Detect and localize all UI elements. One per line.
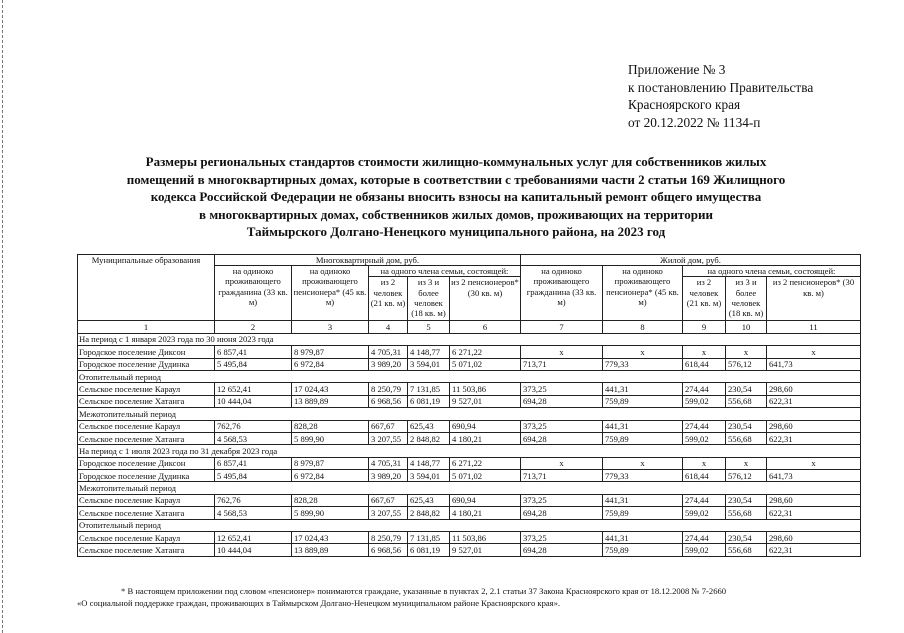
single-citizen-header: на одиноко проживающего гражданина (33 кв. м) (521, 266, 603, 321)
value-cell: 298,60 (767, 494, 861, 506)
table-row (78, 383, 861, 395)
value-cell: 5 899,90 (292, 507, 369, 519)
title-line: помещений в многоквартирных домах, которые в соответствии с требованиями части 2 статьи 169 Жилищного (126, 171, 786, 187)
value-cell: 762,76 (215, 420, 292, 432)
value-cell: x (521, 457, 603, 469)
value-cell: 298,60 (767, 532, 861, 544)
value-cell: 9 527,01 (450, 544, 521, 556)
value-cell: 4 568,53 (215, 507, 292, 519)
period-label: Отопительный период (78, 519, 861, 531)
value-cell: 373,25 (521, 494, 603, 506)
value-cell: 6 972,84 (292, 470, 369, 482)
appendix-resolution: к постановлению Правительства (628, 79, 814, 95)
value-cell: 828,28 (292, 420, 369, 432)
period-label: На период с 1 января 2023 года по 30 июня 2023 года (78, 333, 861, 345)
value-cell: 622,31 (767, 395, 861, 407)
value-cell: 6 271,22 (450, 457, 521, 469)
column-number: 2 (215, 321, 292, 333)
value-cell: 762,76 (215, 494, 292, 506)
municipality-header: Муниципальные образования (78, 255, 215, 321)
value-cell: x (726, 346, 767, 358)
value-cell: 7 131,85 (408, 383, 450, 395)
value-cell: 5 495,84 (215, 358, 292, 370)
value-cell: 6 081,19 (408, 544, 450, 556)
value-cell: 576,12 (726, 470, 767, 482)
value-cell: 690,94 (450, 420, 521, 432)
standards-table (77, 254, 861, 557)
value-cell: 230,54 (726, 532, 767, 544)
value-cell: 4 568,53 (215, 432, 292, 444)
column-number: 7 (521, 321, 603, 333)
footnote (77, 585, 860, 609)
column-number: 3 (292, 321, 369, 333)
value-cell: 599,02 (683, 432, 726, 444)
value-cell: x (603, 457, 683, 469)
value-cell: 690,94 (450, 494, 521, 506)
value-cell: 667,67 (369, 420, 408, 432)
value-cell: x (521, 346, 603, 358)
value-cell: 274,44 (683, 494, 726, 506)
value-cell: 274,44 (683, 383, 726, 395)
value-cell: 4 705,31 (369, 346, 408, 358)
table-row (78, 470, 861, 482)
table-row (78, 532, 861, 544)
municipality-name: Городское поселение Диксон (78, 457, 215, 469)
municipality-name: Городское поселение Дудинка (78, 470, 215, 482)
value-cell: 759,89 (603, 395, 683, 407)
two-pensioners-header: из 2 пенсионеров* (30 кв. м) (450, 277, 521, 321)
value-cell: 556,68 (726, 395, 767, 407)
table-row (78, 544, 861, 556)
value-cell: 713,71 (521, 358, 603, 370)
value-cell: 694,28 (521, 507, 603, 519)
column-number: 1 (78, 321, 215, 333)
column-number: 5 (408, 321, 450, 333)
value-cell: 441,31 (603, 494, 683, 506)
value-cell: 694,28 (521, 395, 603, 407)
municipality-name: Сельское поселение Караул (78, 494, 215, 506)
value-cell: 13 889,89 (292, 395, 369, 407)
page-fold-line (2, 0, 3, 633)
value-cell: 3 207,55 (369, 432, 408, 444)
value-cell: 759,89 (603, 432, 683, 444)
appendix-date: от 20.12.2022 № 1134-п (628, 114, 761, 130)
value-cell: 230,54 (726, 494, 767, 506)
value-cell: 625,43 (408, 494, 450, 506)
two-pensioners-header: из 2 пенсионеров* (30 кв. м) (767, 277, 861, 321)
value-cell: x (603, 346, 683, 358)
value-cell: 694,28 (521, 544, 603, 556)
value-cell: x (683, 346, 726, 358)
value-cell: 3 207,55 (369, 507, 408, 519)
value-cell: 556,68 (726, 432, 767, 444)
municipality-name: Сельское поселение Хатанга (78, 544, 215, 556)
value-cell: 622,31 (767, 544, 861, 556)
municipality-name: Сельское поселение Караул (78, 532, 215, 544)
value-cell: 17 024,43 (292, 383, 369, 395)
period-row (78, 519, 861, 531)
value-cell: 759,89 (603, 507, 683, 519)
value-cell: 298,60 (767, 420, 861, 432)
value-cell: 17 024,43 (292, 532, 369, 544)
value-cell: 3 989,20 (369, 358, 408, 370)
value-cell: 625,43 (408, 420, 450, 432)
column-number: 11 (767, 321, 861, 333)
value-cell: 11 503,86 (450, 383, 521, 395)
value-cell: 599,02 (683, 544, 726, 556)
period-row (78, 333, 861, 345)
value-cell: 622,31 (767, 432, 861, 444)
value-cell: 4 148,77 (408, 346, 450, 358)
value-cell: 779,33 (603, 470, 683, 482)
value-cell: 6 857,41 (215, 346, 292, 358)
period-label: Межотопительный период (78, 408, 861, 420)
header-row (78, 255, 861, 266)
value-cell: 6 968,56 (369, 544, 408, 556)
table-row (78, 457, 861, 469)
value-cell: 373,25 (521, 420, 603, 432)
period-label: На период с 1 июля 2023 года по 31 декабря 2023 года (78, 445, 861, 457)
value-cell: 373,25 (521, 532, 603, 544)
value-cell: 3 594,01 (408, 470, 450, 482)
table-row (78, 494, 861, 506)
value-cell: 441,31 (603, 420, 683, 432)
value-cell: 576,12 (726, 358, 767, 370)
value-cell: x (767, 346, 861, 358)
municipality-name: Сельское поселение Хатанга (78, 507, 215, 519)
column-number: 9 (683, 321, 726, 333)
value-cell: 713,71 (521, 470, 603, 482)
value-cell: 4 180,21 (450, 507, 521, 519)
value-cell: 6 857,41 (215, 457, 292, 469)
value-cell: 298,60 (767, 383, 861, 395)
value-cell: x (767, 457, 861, 469)
value-cell: 622,31 (767, 507, 861, 519)
appendix-region: Красноярского края (628, 97, 741, 112)
value-cell: 13 889,89 (292, 544, 369, 556)
table-row (78, 395, 861, 407)
table-row (78, 432, 861, 444)
period-row (78, 408, 861, 420)
value-cell: 12 652,41 (215, 383, 292, 395)
column-number: 6 (450, 321, 521, 333)
value-cell: 556,68 (726, 507, 767, 519)
title-line: кодекса Российской Федерации не обязаны вносить взносы на капитальный ремонт общего имущества (150, 189, 762, 204)
value-cell: 2 848,82 (408, 432, 450, 444)
value-cell: 6 968,56 (369, 395, 408, 407)
value-cell: x (683, 457, 726, 469)
value-cell: 2 848,82 (408, 507, 450, 519)
value-cell: 441,31 (603, 532, 683, 544)
period-label: Отопительный период (78, 370, 861, 382)
value-cell: 599,02 (683, 507, 726, 519)
column-number: 10 (726, 321, 767, 333)
value-cell: 618,44 (683, 470, 726, 482)
appendix-number: Приложение № 3 (628, 62, 726, 77)
table-row (78, 420, 861, 432)
value-cell: 8 979,87 (292, 346, 369, 358)
municipality-name: Сельское поселение Хатанга (78, 432, 215, 444)
municipality-name: Городское поселение Дудинка (78, 358, 215, 370)
value-cell: 5 071,02 (450, 470, 521, 482)
column-number: 8 (603, 321, 683, 333)
value-cell: 8 250,79 (369, 532, 408, 544)
value-cell: 441,31 (603, 383, 683, 395)
value-cell: 5 899,90 (292, 432, 369, 444)
period-label: Межотопительный период (78, 482, 861, 494)
period-row (78, 445, 861, 457)
value-cell: 8 979,87 (292, 457, 369, 469)
value-cell: 6 972,84 (292, 358, 369, 370)
value-cell: 230,54 (726, 420, 767, 432)
table-row (78, 507, 861, 519)
footnote-line: * В настоящем приложении под словом «пенсионер» понимаются граждане, указанные в пунктах 2, 2.1 статьи 37 Закона Красноярского края от 18.12.2008 № 7-2660 (121, 586, 727, 596)
value-cell: 4 180,21 (450, 432, 521, 444)
value-cell: 667,67 (369, 494, 408, 506)
value-cell: 274,44 (683, 532, 726, 544)
value-cell: 3 594,01 (408, 358, 450, 370)
value-cell: 10 444,04 (215, 544, 292, 556)
value-cell: 4 148,77 (408, 457, 450, 469)
value-cell: 4 705,31 (369, 457, 408, 469)
value-cell: 11 503,86 (450, 532, 521, 544)
value-cell: 6 081,19 (408, 395, 450, 407)
title-line: Размеры региональных стандартов стоимости жилищно-коммунальных услуг для собственников жилых (145, 154, 767, 169)
title-line: Таймырского Долгано-Ненецкого муниципального района, на 2023 год (246, 224, 666, 239)
column-number-row (78, 321, 861, 333)
column-number: 4 (369, 321, 408, 333)
value-cell: 373,25 (521, 383, 603, 395)
document-title (60, 153, 852, 241)
period-row (78, 370, 861, 382)
value-cell: 599,02 (683, 395, 726, 407)
value-cell: 641,73 (767, 358, 861, 370)
municipality-name: Сельское поселение Караул (78, 420, 215, 432)
family-member-header: на одного члена семьи, состоящей: (369, 266, 521, 277)
two-people-header: из 2 человек (21 кв. м) (369, 277, 408, 321)
value-cell: 556,68 (726, 544, 767, 556)
house-header: Жилой дом, руб. (521, 255, 861, 266)
value-cell: 274,44 (683, 420, 726, 432)
value-cell: 9 527,01 (450, 395, 521, 407)
table-row (78, 358, 861, 370)
three-plus-header: из 3 и более человек (18 кв. м) (726, 277, 767, 321)
title-line: в многоквартирных домах, собственников жилых домов, проживающих на территории (199, 206, 713, 222)
value-cell: 5 495,84 (215, 470, 292, 482)
value-cell: x (726, 457, 767, 469)
single-citizen-header: на одиноко проживающего гражданина (33 кв. м) (215, 266, 292, 321)
value-cell: 618,44 (683, 358, 726, 370)
family-member-header: на одного члена семьи, состоящей: (683, 266, 861, 277)
table-row (78, 346, 861, 358)
municipality-name: Сельское поселение Караул (78, 383, 215, 395)
municipality-name: Сельское поселение Хатанга (78, 395, 215, 407)
single-pensioner-header: на одиноко проживающего пенсионера* (45 кв. м) (292, 266, 369, 321)
single-pensioner-header: на одиноко проживающего пенсионера* (45 кв. м) (603, 266, 683, 321)
value-cell: 8 250,79 (369, 383, 408, 395)
value-cell: 10 444,04 (215, 395, 292, 407)
value-cell: 5 071,02 (450, 358, 521, 370)
period-row (78, 482, 861, 494)
value-cell: 641,73 (767, 470, 861, 482)
three-plus-header: из 3 и более человек (18 кв. м) (408, 277, 450, 321)
value-cell: 694,28 (521, 432, 603, 444)
value-cell: 759,89 (603, 544, 683, 556)
value-cell: 7 131,85 (408, 532, 450, 544)
appendix-heading (628, 61, 813, 131)
apartment-header: Многоквартирный дом, руб. (215, 255, 521, 266)
value-cell: 230,54 (726, 383, 767, 395)
footnote-line: «О социальной поддержке граждан, проживающих в Таймырском Долгано-Ненецком муниципальном районе Красноярского края». (77, 598, 561, 608)
value-cell: 779,33 (603, 358, 683, 370)
two-people-header: из 2 человек (21 кв. м) (683, 277, 726, 321)
value-cell: 3 989,20 (369, 470, 408, 482)
value-cell: 6 271,22 (450, 346, 521, 358)
municipality-name: Городское поселение Диксон (78, 346, 215, 358)
value-cell: 12 652,41 (215, 532, 292, 544)
value-cell: 828,28 (292, 494, 369, 506)
